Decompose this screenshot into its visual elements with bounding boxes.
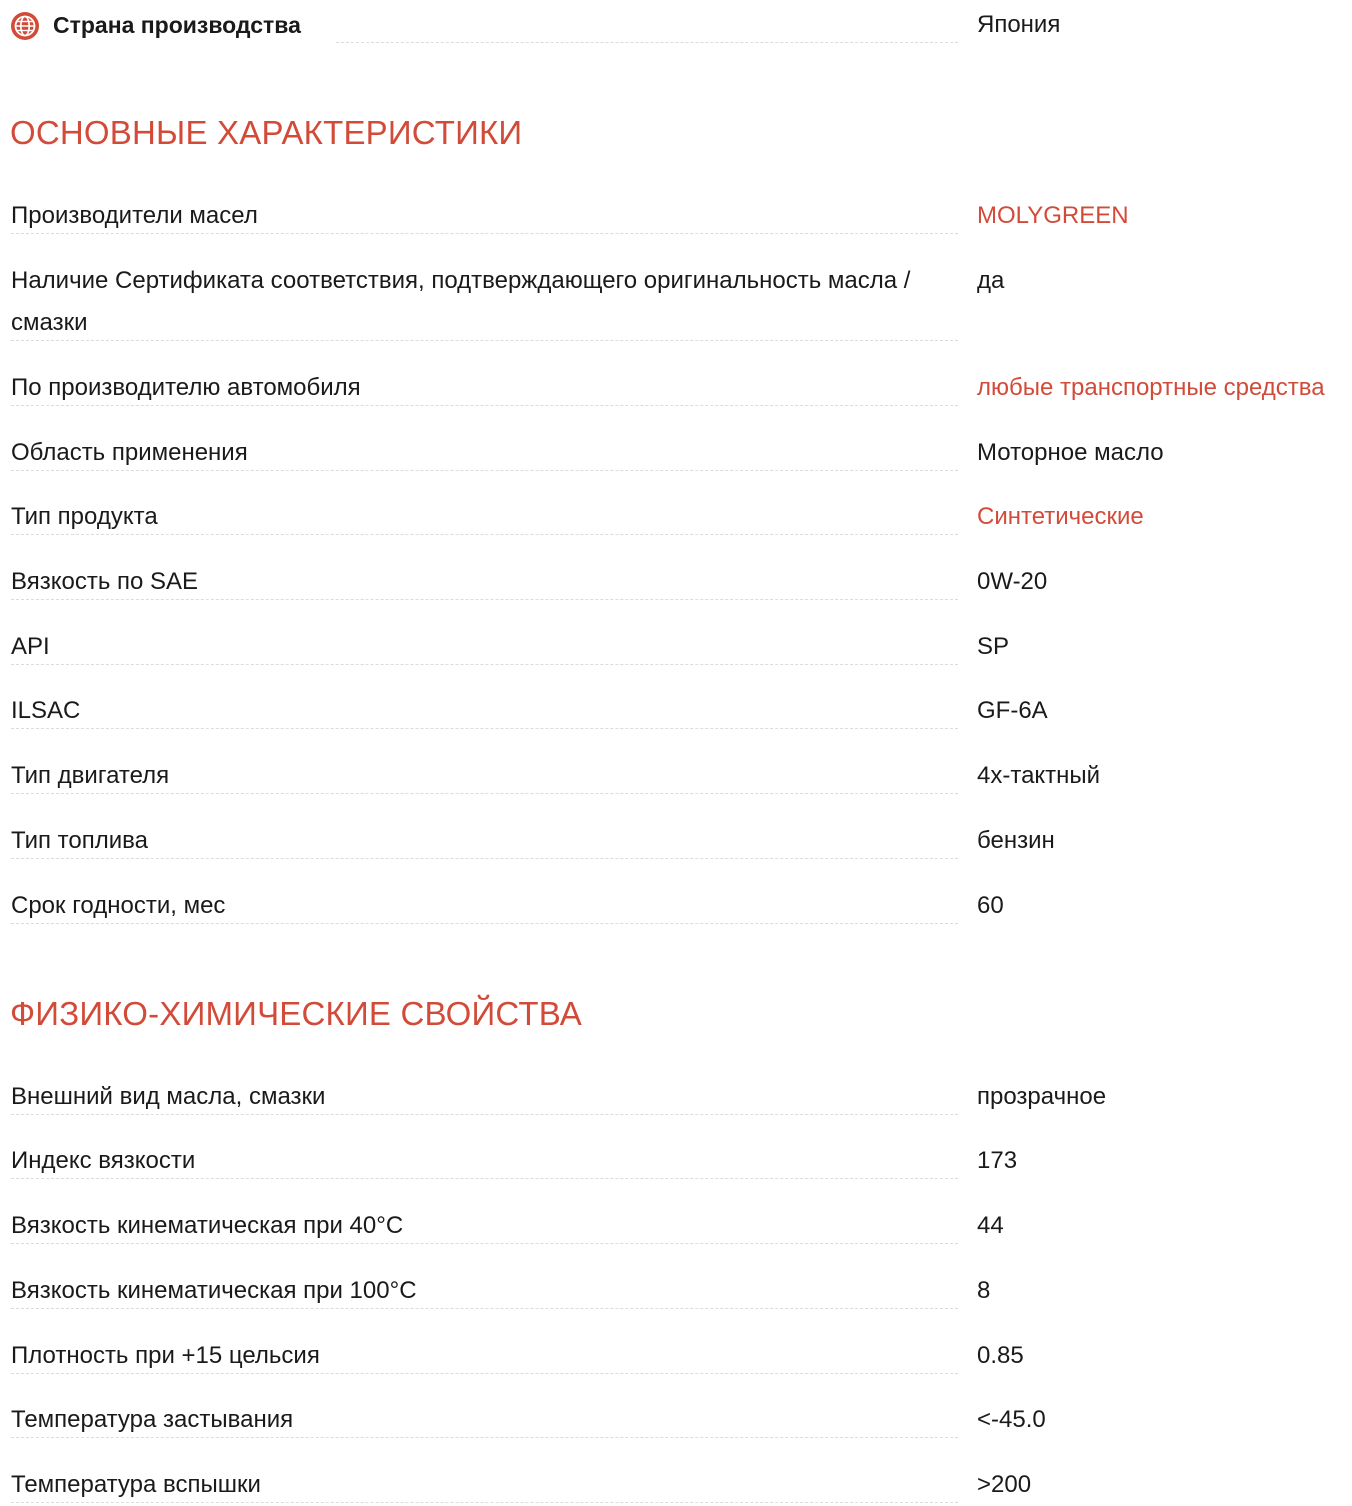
spec-value: да — [977, 267, 1005, 294]
spec-label — [11, 1205, 951, 1247]
spec-label — [11, 260, 951, 344]
spec-label-text: Температура вспышки — [11, 1471, 279, 1498]
spec-label — [11, 1140, 951, 1182]
dotted-leader — [11, 1178, 958, 1179]
dotted-leader — [11, 1114, 958, 1115]
spec-value: >200 — [977, 1471, 1032, 1498]
spec-value: прозрачное — [977, 1083, 1107, 1110]
dotted-leader — [11, 858, 958, 859]
spec-value: 0W-20 — [977, 568, 1048, 595]
spec-label — [11, 496, 951, 538]
spec-label — [11, 195, 951, 237]
spec-label-text: Индекс вязкости — [11, 1147, 213, 1174]
spec-label — [11, 1335, 951, 1377]
dotted-leader — [11, 599, 958, 600]
spec-value: 60 — [977, 892, 1004, 919]
spec-label-text: Вязкость по SAE — [11, 568, 216, 595]
spec-label-text: Тип продукта — [11, 503, 176, 530]
dotted-leader — [11, 1308, 958, 1309]
dotted-leader — [11, 1243, 958, 1244]
spec-value-link[interactable]: Синтетические — [977, 503, 1144, 530]
spec-label-text: Вязкость кинематическая при 100°C — [11, 1277, 435, 1304]
spec-label-text: Плотность при +15 цельсия — [11, 1342, 338, 1369]
dotted-leader — [11, 728, 958, 729]
spec-label-text: API — [11, 633, 68, 660]
spec-label-text: Внешний вид масла, смазки — [11, 1083, 343, 1110]
spec-label — [11, 1399, 951, 1441]
spec-label — [11, 885, 951, 927]
dotted-leader — [11, 1373, 958, 1374]
spec-value: 173 — [977, 1147, 1018, 1174]
dotted-leader — [11, 923, 958, 924]
spec-label-text: Тип двигателя — [11, 762, 187, 789]
dotted-leader — [11, 534, 958, 535]
spec-label-text: ILSAC — [11, 697, 98, 724]
spec-label — [11, 1464, 951, 1506]
spec-value: 0.85 — [977, 1342, 1024, 1369]
dotted-leader — [11, 793, 958, 794]
spec-value: GF-6A — [977, 697, 1048, 724]
spec-value: Моторное масло — [977, 439, 1164, 466]
spec-label-text: Производители масел — [11, 202, 276, 229]
dotted-leader — [11, 405, 958, 406]
spec-value: 44 — [977, 1212, 1004, 1239]
spec-label-text: Срок годности, мес — [11, 892, 243, 919]
spec-label — [11, 626, 951, 668]
spec-label — [11, 690, 951, 732]
dotted-leader — [336, 42, 958, 43]
spec-label — [11, 561, 951, 603]
spec-value: бензин — [977, 827, 1055, 854]
spec-label-text: Область применения — [11, 439, 266, 466]
dotted-leader — [11, 233, 958, 234]
spec-label: Страна производства — [53, 4, 317, 46]
spec-label — [11, 367, 951, 409]
spec-label — [11, 1076, 951, 1118]
spec-value: 8 — [977, 1277, 991, 1304]
spec-value: SP — [977, 633, 1010, 660]
spec-label — [11, 755, 951, 797]
dotted-leader — [11, 340, 958, 341]
dotted-leader — [11, 1437, 958, 1438]
spec-label-text: Вязкость кинематическая при 40°C — [11, 1212, 421, 1239]
spec-value: Япония — [977, 11, 1061, 38]
dotted-leader — [11, 470, 958, 471]
globe-icon — [10, 11, 40, 41]
section-title-main: ОСНОВНЫЕ ХАРАКТЕРИСТИКИ — [10, 114, 523, 151]
spec-value: 4х-тактный — [977, 762, 1101, 789]
section-title-physchem: ФИЗИКО-ХИМИЧЕСКИЕ СВОЙСТВА — [10, 995, 583, 1032]
spec-label — [11, 1270, 951, 1312]
spec-label — [11, 820, 951, 862]
spec-value: <-45.0 — [977, 1406, 1046, 1433]
spec-label-text: Наличие Сертификата соответствия, подтверждающего оригинальность масла / смазки — [11, 267, 911, 336]
spec-label-text: По производителю автомобиля — [11, 374, 379, 401]
dotted-leader — [11, 1502, 958, 1503]
spec-label-text: Температура застывания — [11, 1406, 311, 1433]
spec-value-link[interactable]: MOLYGREEN — [977, 202, 1129, 229]
dotted-leader — [11, 664, 958, 665]
spec-label — [11, 432, 951, 474]
spec-value-link[interactable]: любые транспортные средства — [977, 374, 1325, 401]
spec-row-country — [0, 4, 1352, 46]
spec-label-text: Тип топлива — [11, 827, 166, 854]
